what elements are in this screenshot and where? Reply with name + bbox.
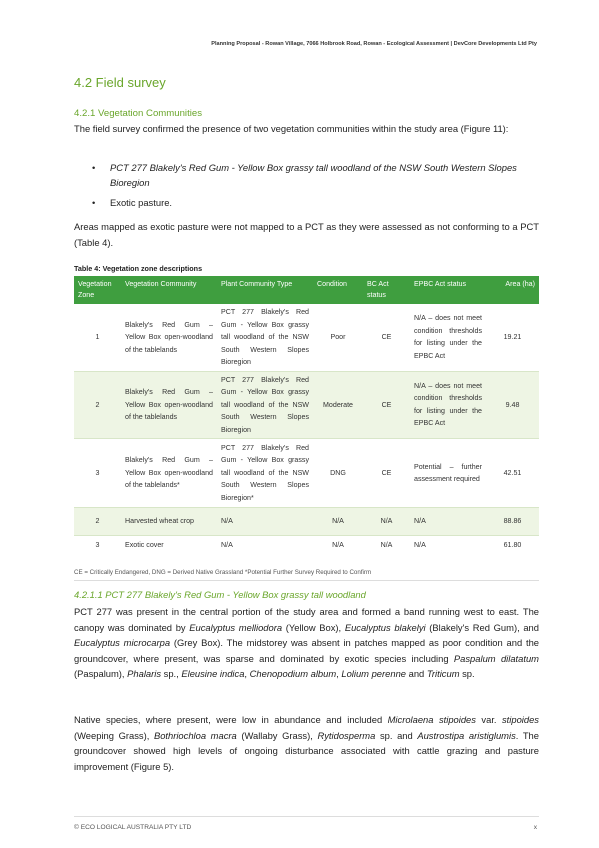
bullet-text: Exotic pasture. bbox=[110, 197, 173, 208]
cell-community: Harvested wheat crop bbox=[121, 508, 217, 536]
text-run: (Grey Box). The midstorey was absent in patches mapped as poor condition and the groundcover, where present, was sparse and dominated by exotic species including bbox=[74, 637, 539, 664]
cell-zone: 3 bbox=[74, 439, 121, 508]
text-run: var. bbox=[475, 714, 502, 725]
cell-condition: Moderate bbox=[313, 371, 363, 439]
cell-epbc-status: N/A – does not meet condition thresholds for listing under the EPBC Act bbox=[410, 371, 486, 439]
cell-pct: PCT 277 Blakely's Red Gum - Yellow Box grassy tall woodland of the NSW South Western Slopes Bioregion bbox=[217, 371, 313, 439]
species-name: stipoides bbox=[501, 714, 539, 725]
species-name: Eucalyptus microcarpa bbox=[74, 637, 171, 648]
divider bbox=[74, 580, 539, 581]
bullet-line: Bioregion bbox=[110, 177, 150, 188]
cell-epbc-status: N/A bbox=[410, 508, 486, 536]
table-row bbox=[74, 536, 539, 554]
species-name: Phalaris bbox=[127, 668, 162, 679]
cell-area: 61.80 bbox=[503, 540, 522, 549]
cell-community: Exotic cover bbox=[125, 540, 164, 549]
cell-zone: 1 bbox=[74, 304, 121, 371]
cell-community: Blakely's Red Gum – Yellow Box open-woodland of the tablelands bbox=[121, 371, 217, 439]
bullet-marker: • bbox=[92, 162, 96, 173]
bullet-text bbox=[110, 160, 540, 190]
cell-epbc-status: Potential – further assessment required bbox=[410, 439, 486, 508]
species-name: Paspalum dilatatum bbox=[453, 652, 539, 664]
col-header: Vegetation Community bbox=[121, 276, 217, 304]
vegetation-zone-table bbox=[74, 276, 539, 554]
cell-pct: PCT 277 Blakely's Red Gum - Yellow Box grassy tall woodland of the NSW South Western Slopes Bioregion* bbox=[217, 439, 313, 508]
text-run: sp., bbox=[161, 668, 182, 679]
table-footnote: CE = Critically Endangered, DNG = Derived Native Grassland *Potential Further Survey Required to Confirm bbox=[74, 569, 372, 576]
footer-copyright: © ECO LOGICAL AUSTRALIA PTY LTD bbox=[74, 824, 192, 831]
text-run: sp. and bbox=[375, 729, 418, 741]
bullet-marker: • bbox=[92, 197, 96, 208]
text-run: sp. bbox=[459, 668, 475, 679]
text-run: , bbox=[336, 668, 342, 679]
species-name: Eleusine indica bbox=[181, 668, 245, 679]
text-run: and bbox=[406, 668, 427, 679]
cell-condition: DNG bbox=[313, 439, 363, 508]
table-row bbox=[74, 304, 539, 371]
cell-condition: N/A bbox=[332, 540, 344, 549]
col-header: Vegetation Zone bbox=[74, 276, 121, 304]
subsubsection-heading: 4.2.1.1 PCT 277 Blakely's Red Gum - Yellow Box grassy tall woodland bbox=[74, 589, 366, 600]
species-name: Chenopodium album bbox=[249, 668, 337, 679]
running-header: Planning Proposal - Rowan Village, 7066 Holbrook Road, Rowan - Ecological Assessment | DevCore Developments Ltd Pty bbox=[211, 41, 537, 47]
text-run: (Weeping Grass), bbox=[74, 729, 154, 741]
text-run: (Wallaby Grass), bbox=[236, 729, 318, 741]
col-header: Area (ha) bbox=[486, 276, 539, 304]
bullet-line: PCT 277 Blakely's Red Gum - Yellow Box grassy tall woodland of the NSW South Western Slopes bbox=[110, 162, 517, 173]
species-name: Eucalyptus melliodora bbox=[189, 621, 283, 633]
page-number: x bbox=[533, 824, 537, 831]
cell-area: 19.21 bbox=[486, 304, 539, 371]
cell-pct: N/A bbox=[217, 508, 313, 536]
cell-community: Blakely's Red Gum – Yellow Box open-woodland of the tablelands* bbox=[121, 439, 217, 508]
footer-divider bbox=[74, 816, 539, 817]
text-run: Native species, where present, were low in abundance and included bbox=[74, 714, 388, 725]
pct-paragraph bbox=[74, 604, 539, 682]
table-caption: Table 4: Vegetation zone descriptions bbox=[74, 264, 203, 273]
cell-bc-status: CE bbox=[363, 439, 410, 508]
col-header: EPBC Act status bbox=[410, 276, 486, 304]
subsection-heading: 4.2.1 Vegetation Communities bbox=[74, 108, 202, 119]
cell-bc-status: CE bbox=[363, 304, 410, 371]
cell-area: 88.86 bbox=[486, 508, 539, 536]
cell-area: 9.48 bbox=[486, 371, 539, 439]
table-row bbox=[74, 371, 539, 439]
species-name: Rytidosperma bbox=[317, 729, 376, 741]
section-heading: 4.2 Field survey bbox=[74, 75, 166, 90]
col-header: Condition bbox=[313, 276, 363, 304]
cell-epbc-status: N/A bbox=[414, 540, 426, 549]
intro-paragraph: The field survey confirmed the presence of two vegetation communities within the study area (Figure 11): bbox=[74, 123, 509, 134]
species-name: Lolium perenne bbox=[341, 668, 407, 679]
species-name: Austrostipa aristiglumis bbox=[417, 729, 516, 741]
cell-bc-status: CE bbox=[363, 371, 410, 439]
text-run: (Blakely's Red Gum), and bbox=[425, 621, 539, 633]
col-header: Plant Community Type bbox=[217, 276, 313, 304]
cell-epbc-status: N/A – does not meet condition thresholds for listing under the EPBC Act bbox=[410, 304, 486, 371]
cell-bc-status: N/A bbox=[363, 508, 410, 536]
cell-pct: PCT 277 Blakely's Red Gum - Yellow Box grassy tall woodland of the NSW South Western Slopes Bioregion bbox=[217, 304, 313, 371]
text-run: , bbox=[244, 668, 250, 679]
species-name: Bothriochloa macra bbox=[153, 729, 237, 741]
table-row bbox=[74, 508, 539, 536]
cell-community: Blakely's Red Gum – Yellow Box open-woodland of the tablelands bbox=[121, 304, 217, 371]
species-name: Microlaena stipoides bbox=[387, 714, 476, 725]
text-run: . The groundcover showed high levels of ongoing disturbance associated with cattle grazing and pasture improvement (Figure 5). bbox=[74, 729, 539, 772]
table-row bbox=[74, 439, 539, 508]
cell-zone: 3 bbox=[95, 540, 100, 549]
col-header: BC Act status bbox=[363, 276, 410, 304]
cell-bc-status: N/A bbox=[380, 540, 393, 549]
species-name: Eucalyptus blakelyi bbox=[344, 621, 426, 633]
exotic-paragraph: Areas mapped as exotic pasture were not mapped to a PCT as they were assessed as not conforming to a PCT (Table 4). bbox=[74, 221, 539, 248]
cell-condition: N/A bbox=[313, 508, 363, 536]
text-run: PCT 277 was present in the central portion of the study area and formed a band running west to east. The canopy was dominated by bbox=[74, 606, 539, 633]
species-name: Triticum bbox=[426, 668, 460, 679]
cell-area: 42.51 bbox=[486, 439, 539, 508]
cell-condition: Poor bbox=[313, 304, 363, 371]
table-header-row bbox=[74, 276, 539, 304]
native-paragraph bbox=[74, 712, 539, 774]
cell-pct: N/A bbox=[221, 540, 233, 549]
cell-zone: 2 bbox=[74, 508, 121, 536]
cell-zone: 2 bbox=[74, 371, 121, 439]
text-run: (Yellow Box), bbox=[282, 621, 345, 633]
text-run: (Paspalum), bbox=[74, 668, 128, 679]
